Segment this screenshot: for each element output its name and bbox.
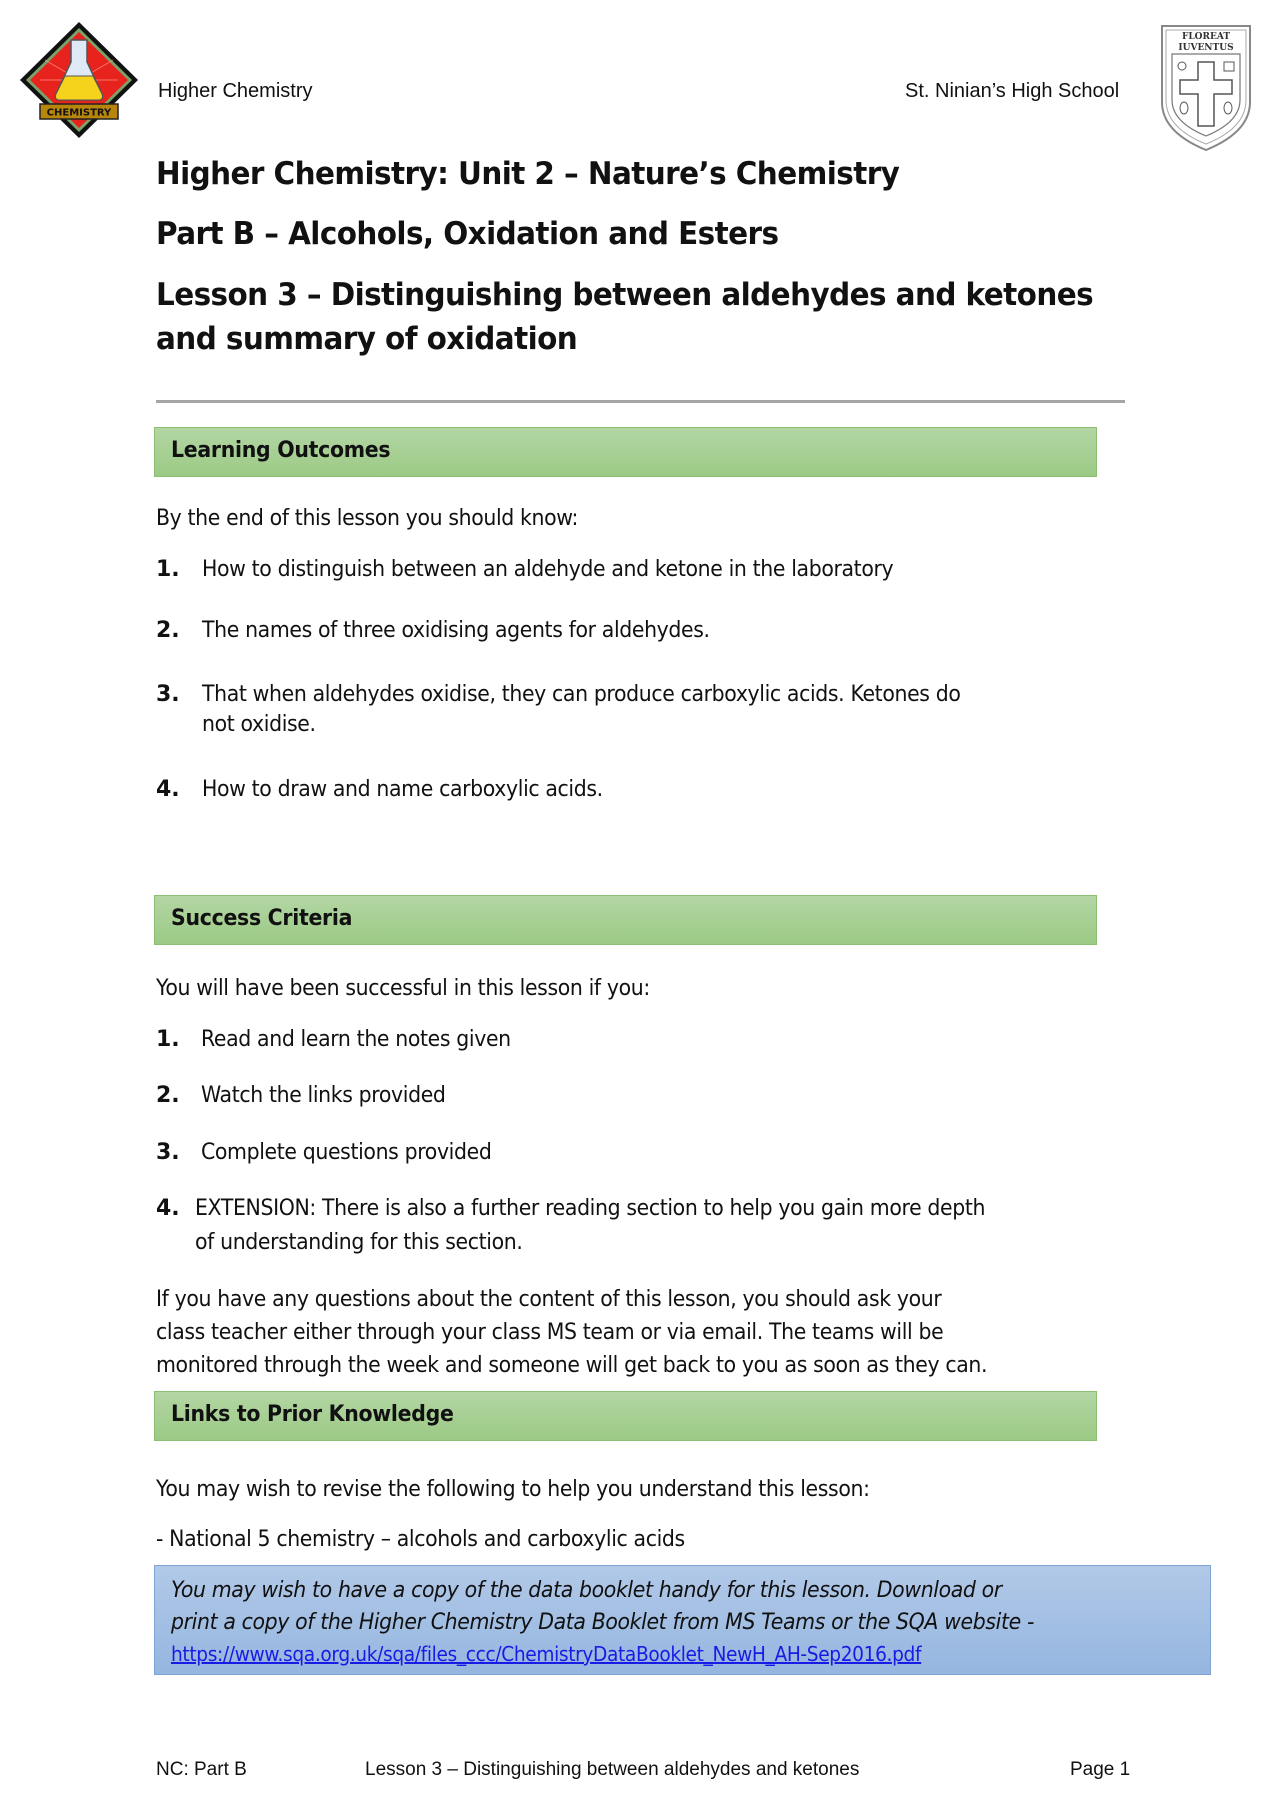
svg-text:CHEMISTRY: CHEMISTRY bbox=[46, 107, 112, 119]
success-criteria-heading: Success Criteria bbox=[171, 906, 353, 931]
prior-knowledge-item: - National 5 chemistry – alcohols and carboxylic acids bbox=[156, 1527, 685, 1552]
list-item-number: 1. bbox=[156, 1027, 180, 1052]
lesson-title-line-1: Lesson 3 – Distinguishing between aldehydes and ketones bbox=[156, 277, 1094, 313]
list-item: Complete questions provided bbox=[201, 1140, 492, 1165]
data-booklet-link[interactable]: https://www.sqa.org.uk/sqa/files_ccc/ChemistryDataBooklet_NewH_AH-Sep2016.pdf bbox=[171, 1642, 922, 1666]
unit-title: Higher Chemistry: Unit 2 – Nature’s Chemistry bbox=[156, 156, 900, 192]
list-item-continuation: not oxidise. bbox=[202, 712, 316, 737]
note-line-1: You may wish to have a copy of the data booklet handy for this lesson. Download or bbox=[171, 1578, 1002, 1603]
svg-text:FLOREAT: FLOREAT bbox=[1181, 32, 1231, 42]
prior-knowledge-intro: You may wish to revise the following to help you understand this lesson: bbox=[156, 1477, 870, 1502]
list-item: Read and learn the notes given bbox=[201, 1027, 511, 1052]
school-crest bbox=[1160, 24, 1252, 152]
note-line-2: print a copy of the Higher Chemistry Data Booklet from MS Teams or the SQA website - bbox=[171, 1610, 1034, 1635]
list-item: EXTENSION: There is also a further reading section to help you gain more depth bbox=[195, 1196, 986, 1221]
prior-knowledge-heading: Links to Prior Knowledge bbox=[171, 1402, 454, 1427]
header-school-name: St. Ninian’s High School bbox=[905, 80, 1120, 102]
crest-icon bbox=[1160, 24, 1252, 152]
prior-knowledge-heading-box bbox=[154, 1391, 1097, 1441]
part-title: Part B – Alcohols, Oxidation and Esters bbox=[156, 216, 779, 252]
footer-page-number: Page 1 bbox=[1070, 1759, 1131, 1780]
note-link-line bbox=[171, 1642, 921, 1667]
success-criteria-heading-box bbox=[154, 895, 1097, 945]
footer-center: Lesson 3 – Distinguishing between aldehydes and ketones bbox=[365, 1759, 860, 1780]
svg-text:IUVENTUS: IUVENTUS bbox=[1178, 43, 1234, 53]
lesson-title-line-2: and summary of oxidation bbox=[156, 321, 578, 357]
learning-outcomes-heading: Learning Outcomes bbox=[171, 438, 391, 463]
title-divider bbox=[156, 400, 1125, 403]
paragraph-line: monitored through the week and someone will get back to you as soon as they can. bbox=[156, 1353, 988, 1378]
list-item-number: 4. bbox=[156, 777, 180, 802]
list-item: That when aldehydes oxidise, they can produce carboxylic acids. Ketones do bbox=[202, 682, 961, 707]
list-item-number: 3. bbox=[156, 682, 180, 707]
list-item-number: 4. bbox=[156, 1196, 180, 1221]
learning-outcomes-intro: By the end of this lesson you should know: bbox=[156, 506, 579, 531]
learning-outcomes-heading-box bbox=[154, 427, 1097, 477]
paragraph-line: If you have any questions about the content of this lesson, you should ask your bbox=[156, 1287, 942, 1312]
paragraph-line: class teacher either through your class MS team or via email. The teams will be bbox=[156, 1320, 944, 1345]
header-course-name: Higher Chemistry bbox=[158, 80, 313, 102]
data-booklet-note bbox=[154, 1565, 1211, 1675]
list-item: How to draw and name carboxylic acids. bbox=[202, 777, 603, 802]
flask-icon bbox=[18, 20, 140, 140]
list-item: How to distinguish between an aldehyde and ketone in the laboratory bbox=[202, 557, 894, 582]
list-item-number: 3. bbox=[156, 1140, 180, 1165]
footer-left: NC: Part B bbox=[156, 1759, 247, 1780]
chemistry-logo bbox=[18, 20, 140, 140]
list-item-number: 1. bbox=[156, 557, 180, 582]
list-item-continuation: of understanding for this section. bbox=[195, 1230, 523, 1255]
list-item: The names of three oxidising agents for aldehydes. bbox=[202, 618, 710, 643]
list-item: Watch the links provided bbox=[201, 1083, 446, 1108]
list-item-number: 2. bbox=[156, 1083, 180, 1108]
list-item-number: 2. bbox=[156, 618, 180, 643]
success-criteria-intro: You will have been successful in this lesson if you: bbox=[156, 976, 650, 1001]
